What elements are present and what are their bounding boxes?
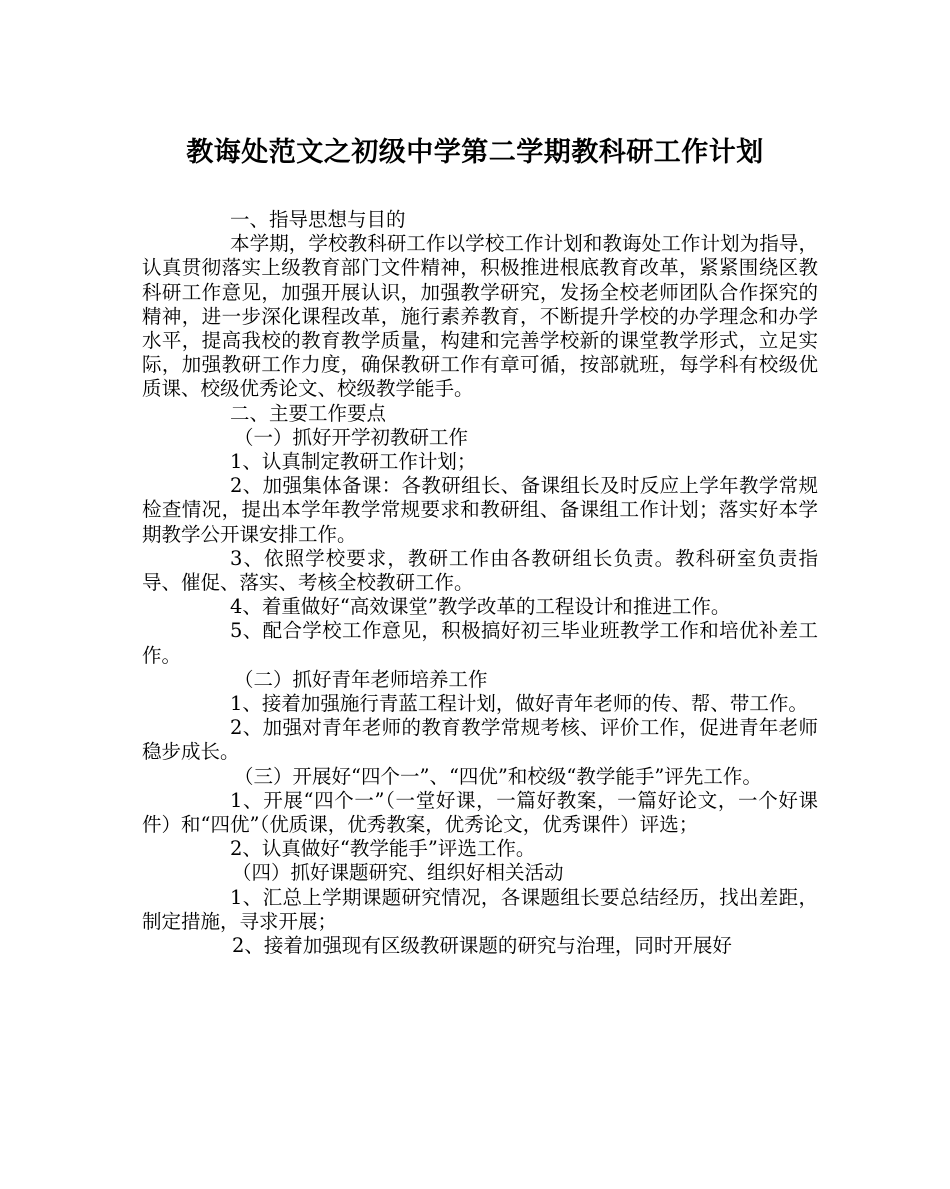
list-item: 1、汇总上学期课题研究情况，各课题组长要总结经历，找出差距，制定措施，寻求开展； — [142, 885, 818, 933]
subsection-heading-2: （二）抓好青年老师培养工作 — [234, 667, 488, 691]
list-item: 2、接着加强现有区级教研课题的研究与治理，同时开展好 — [232, 934, 732, 958]
list-item: 2、加强集体备课：各教研组长、备课组长及时反应上学年教学常规检查情况，提出本学年教学常规要求和教研组、备课组工作计划；落实好本学期教学公开课安排工作。 — [142, 474, 818, 546]
list-item: 1、认真制定教研工作计划； — [230, 450, 477, 474]
section-heading-guiding-ideas: 一、指导思想与目的 — [230, 208, 406, 231]
paragraph-guiding-ideas: 本学期，学校教科研工作以学校工作计划和教诲处工作计划为指导，认真贯彻落实上级教育部门文件精神，积极推进根底教育改革，紧紧围绕区教科研工作意见，加强开展认识，加强教学研究，发扬全校老师团队合作探究的精神，进一步深化课程改革，施行素养教育，不断提升学校的办学理念和办学水平，提高我校的教育教学质量，构建和完善学校新的课堂教学形式，立足实际，加强教研工作力度，确保教研工作有章可循，按部就班，每学科有校级优质课、校级优秀论文、校级教学能手。 — [142, 232, 818, 401]
section-heading-main-points: 二、主要工作要点 — [230, 401, 387, 425]
subsection-heading-4: （四）抓好课题研究、组织好相关活动 — [232, 861, 564, 885]
list-item: 4、着重做好“高效课堂”教学改革的工程设计和推进工作。 — [230, 595, 731, 619]
list-item: 1、开展“四个一”（一堂好课，一篇好教案，一篇好论文，一个好课件）和“四优”（优质课，优秀教案，优秀论文，优秀课件）评选； — [142, 788, 818, 837]
list-item: 1、接着加强施行青蓝工程计划，做好青年老师的传、帮、带工作。 — [230, 692, 808, 716]
list-item: 3、依照学校要求，教研工作由各教研组长负责。教科研室负责指导、催促、落实、考核全校教研工作。 — [142, 546, 818, 595]
document-title: 教诲处范文之初级中学第二学期教科研工作计划 — [186, 137, 764, 168]
list-item: 2、认真做好“教学能手”评选工作。 — [230, 837, 536, 861]
subsection-heading-3: （三）开展好“四个一”、“四优”和校级“教学能手”评先工作。 — [234, 764, 762, 788]
document-body — [142, 208, 818, 958]
list-item: 5、配合学校工作意见，积极搞好初三毕业班教学工作和培优补差工作。 — [142, 619, 818, 667]
subsection-heading-1: （一）抓好开学初教研工作 — [234, 425, 469, 449]
list-item: 2、加强对青年老师的教育教学常规考核、评价工作，促进青年老师稳步成长。 — [142, 716, 818, 764]
